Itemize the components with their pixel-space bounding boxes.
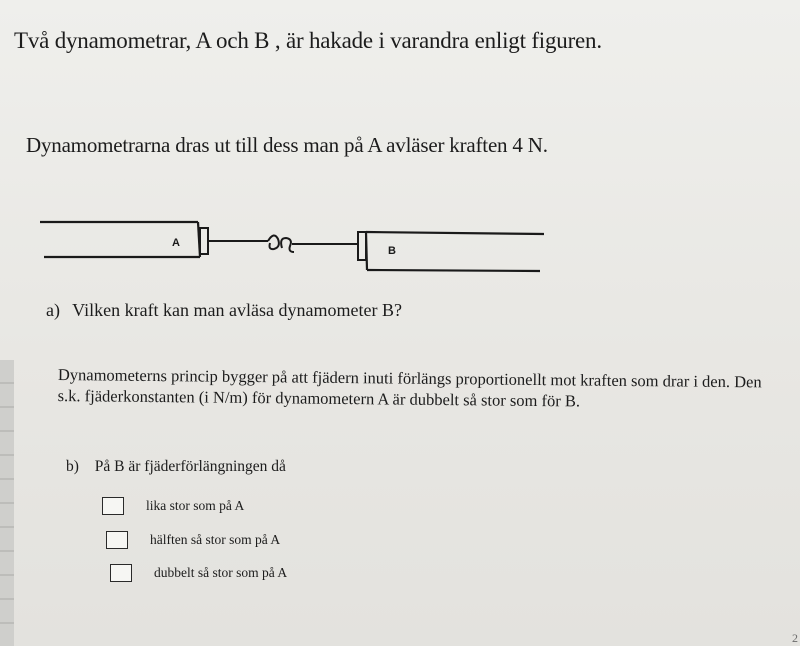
dynamometer-diagram [40, 212, 550, 282]
hook-a [268, 235, 279, 249]
option-2-label: hälften så stor som på A [150, 532, 281, 547]
page-number: 2 [792, 631, 798, 645]
intro-line-1: Två dynamometrar, A och B , är hakade i varandra enligt figuren. [14, 28, 602, 53]
dynamometer-b-top-line [366, 232, 544, 234]
dynamometer-a-cap [200, 228, 208, 254]
principle-paragraph: Dynamometerns princip bygger på att fjädern inuti förlängs proportionellt mot kraften som drar i den. Den s.k. fjäderkonstanten (i N/m) för dynamometern A är dubbelt så stor som för B. [57, 364, 762, 411]
option-1[interactable] [102, 497, 244, 515]
option-1-checkbox[interactable] [102, 497, 124, 515]
option-2-checkbox[interactable] [106, 531, 128, 549]
dynamometer-b-cap [358, 232, 366, 260]
dynamometer-b-bottom-line [367, 270, 540, 271]
left-edge-strip [0, 360, 14, 646]
question-a-text: Vilken kraft kan man avläsa dynamometer B? [72, 300, 402, 320]
question-b [66, 458, 286, 476]
question-a-label: a) [46, 300, 60, 320]
option-3-checkbox[interactable] [110, 564, 132, 582]
dynamometer-b-label: B [388, 245, 396, 257]
question-b-label: b) [66, 458, 79, 475]
dynamometer-a-label: A [172, 237, 180, 249]
dynamometer-b-start [366, 232, 367, 270]
option-3-label: dubbelt så stor som på A [154, 565, 288, 580]
option-2[interactable] [106, 531, 280, 549]
question-a [46, 300, 402, 321]
intro-line-2: Dynamometrarna dras ut till dess man på A avläser kraften 4 N. [26, 133, 548, 157]
question-b-text: På B är fjäderförlängningen då [94, 458, 286, 475]
option-3[interactable] [110, 564, 287, 582]
option-1-label: lika stor som på A [146, 498, 245, 513]
